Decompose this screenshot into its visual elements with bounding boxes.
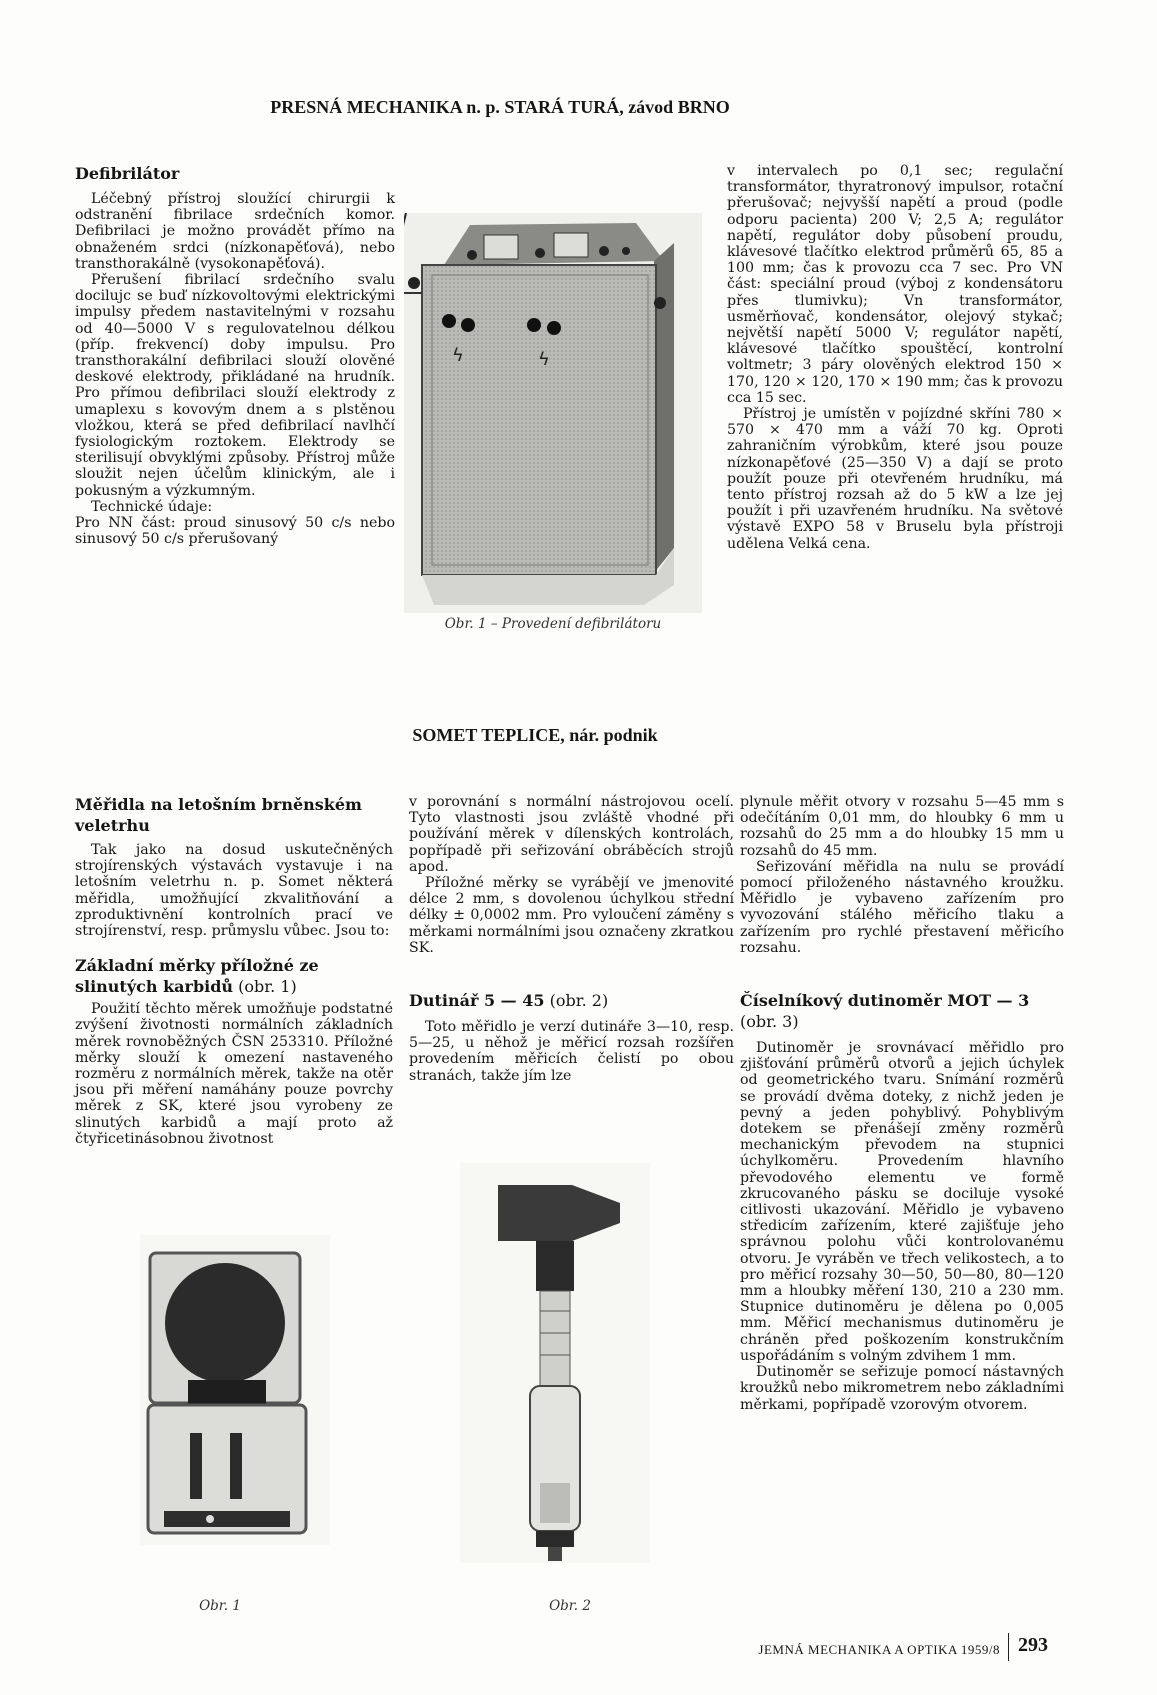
article-body xyxy=(740,1040,1064,1413)
column-3 xyxy=(740,794,1064,1413)
column-2 xyxy=(409,794,734,1084)
paragraph: v porovnání s normální nástrojovou ocelí. Tyto vlastnosti jsou zvláště vhodné při používání měrek v dílenských kontrolách, popřípadě při seřizování obráběcích strojů apod. xyxy=(409,794,734,875)
paragraph: plynule měřit otvory v rozsahu 5—45 mm s odečítáním 0,01 mm, do hloubky 6 mm u rozsahů do 25 mm a do hloubky 15 mm u rozsahů do 45 mm. xyxy=(740,794,1064,859)
svg-text:ϟ: ϟ xyxy=(538,349,550,370)
article-body xyxy=(409,1019,734,1084)
figure-caption: Obr. 2 xyxy=(549,1598,591,1614)
figure-ref: (obr. 1) xyxy=(233,977,297,997)
journal-footer: JEMNÁ MECHANIKA A OPTIKA 1959/8 xyxy=(758,1642,1000,1657)
figure-ref: (obr. 3) xyxy=(740,1012,799,1032)
paragraph: Tak jako na dosud uskutečněných strojírenských výstavách vystavuje i na letošním veletrhu n. p. Somet některá měřidla, umožňující zkvalitňování a zproduktivnění kontrolních prací ve strojírenství, resp. průmyslu vůbec. Jsou to: xyxy=(75,842,393,940)
subsection-title-text: Základní měrky příložné ze slinutých karbidů xyxy=(75,956,319,997)
article-body xyxy=(75,842,393,939)
paragraph: v intervalech po 0,1 sec; regulační transformátor, thyratronový impulsor, rotační přerušovač; nejvyšší napětí a proud (podle odporu pacienta) 200 V; 2,5 A; regulátor napětí, regulátor doby působení proudu, klávesové tlačítko elektrod průměrů 65, 85 a 100 mm; čas k provozu cca 7 sec. Pro VN část: speciální proud (výboj z kondensátoru přes tlumivku); Vn transformátor, usměrňovač, kondensátor, olejový stykač; největší napětí 5000 V; regulátor napětí, klávesové tlačítko spouštěcí, kontrolní voltmetr; 3 páry olověných elektrod 150 × 170, 120 × 120, 170 × 190 mm; čas k provozu cca 15 sec. xyxy=(727,163,1063,406)
paragraph: Dutinoměr je srovnávací měřidlo pro zjišťování průměrů otvorů a jejich úchylek od geometrického tvaru. Snímání rozměrů se provádí dvěma doteky, z nichž jeden je pevný a jeden pohyblivý. Pohyblivým dotekem se přenášejí změny rozměrů mechanickým převodem na stupnici úchylkoměru. Provedením hlavního převodového elementu ve formě zkrucovaného pásku se dociluje vysoké citlivosti ukazování. Měřidlo je vybaveno středicím zařízením, které zajišťuje jeho správnou polohu vůči kontrolovanému otvoru. Je vyráběn ve třech velikostech, a to pro měřicí rozsahy 30—50, 50—80, 80—120 mm a hloubky měření 130, 210 a 230 mm. Stupnice dutinoměru je dělena po 0,005 mm. Měřicí mechanismus dutinoměru je chráněn před poškozením konstrukčním uspořádáním s volným zdvihem 1 mm. xyxy=(740,1040,1064,1364)
page-number: 293 xyxy=(1018,1634,1048,1656)
company-header-presna: PRESNÁ MECHANIKA n. p. STARÁ TURÁ, závod BRNO xyxy=(270,97,730,117)
meridla-article xyxy=(75,794,393,1147)
defibrilator-article-right xyxy=(727,163,1063,552)
defibrilator-article-left xyxy=(75,163,395,547)
subsection-title xyxy=(75,955,393,997)
defibrillator-photo xyxy=(404,213,702,613)
bore-gauge-photo xyxy=(460,1163,650,1563)
paragraph: Technické údaje: xyxy=(91,498,213,515)
figure-caption: Obr. 1 xyxy=(199,1598,241,1614)
paragraph: Použití těchto měrek umožňuje podstatné zvýšení životnosti normálních základních měrek rovnoběžných ČSN 253310. Příložné měrky slouží k omezení nastaveného rozměru z normálních měrek, takže na otěr jsou při měření namáhány pouze povrchy měrek z SK, které jsou vyrobeny ze slinutých karbidů a mají proto až čtyřicetinásobnou životnost xyxy=(75,1001,393,1147)
article-body xyxy=(75,191,395,547)
footer-divider xyxy=(1008,1633,1009,1661)
paragraph: Seřizování měřidla na nulu se provádí pomocí přiloženého nástavného kroužku. Měřidlo je vybaveno zařízením pro vyvozování stálého měřicího tlaku a zařízením pro rychlé přestavení měřicího rozsahu. xyxy=(740,858,1064,956)
svg-text:ϟ: ϟ xyxy=(452,345,464,366)
article-title: Defibrilátor xyxy=(75,164,180,183)
subsection-title-text: Dutinář 5 — 45 xyxy=(409,991,545,1011)
subsection-title: Číselníkový dutinoměr MOT — 3 xyxy=(740,991,1030,1011)
article-body xyxy=(409,794,734,956)
article-title: Měřidla na letošním brněnském veletrhu xyxy=(75,795,362,835)
figure-caption: Obr. 1 – Provedení defibrilátoru xyxy=(444,616,662,632)
figure-ref: (obr. 2) xyxy=(544,991,609,1011)
paragraph: Pro NN část: proud sinusový 50 c/s nebo sinusový 50 c/s přerušovaný xyxy=(75,515,395,548)
subsection-title xyxy=(409,990,734,1011)
gauge-blocks-photo xyxy=(140,1235,330,1545)
company-header-somet: SOMET TEPLICE, nár. podnik xyxy=(412,725,658,745)
article-body xyxy=(740,794,1064,956)
paragraph: Toto měřidlo je verzí dutináře 3—10, resp. 5—25, u něhož je měřicí rozsah rozšířen provedením měřicích čelistí po obou stranách, takže jím lze xyxy=(409,1019,734,1084)
paragraph: Příložné měrky se vyrábějí ve jmenovité délce 2 mm, s dovolenou úchylkou střední délky ± 0,0002 mm. Pro vyloučení záměny s měrkami normálními jsou označeny zkratkou SK. xyxy=(409,875,734,956)
article-body xyxy=(75,1001,393,1147)
paragraph: Přerušení fibrilací srdečního svalu docilujc se buď nízkovoltovými elektrickými impulsy předem nastavitelnými v rozsahu od 40—5000 V s regulovatelnou délkou (příp. frekvencí) doby impulsu. Pro transthorakální defibrilaci slouží olověné deskové elektrody, přikládané na hrudník. Pro přímou defibrilaci slouží elektrody z umaplexu s kovovým dnem a s plstěnou vložkou, která se před defibrilací navlhčí fysiologickým roztokem. Elektrody se sterilisují obvyklými způsoby. Přístroj může sloužit nejen účelům klinickým, ale i pokusným a výzkumným. xyxy=(75,272,395,499)
paragraph: Dutinoměr se seřizuje pomocí nástavných kroužků nebo mikrometrem nebo základními měrkami, popřípadě vzorovým otvorem. xyxy=(740,1364,1064,1413)
paragraph: Přístroj je umístěn v pojízdné skříni 780 × 570 × 470 mm a váží 70 kg. Oproti zahraničním výrobkům, které jsou pouze nízkonapěťové (25—350 V) a dají se proto použít pouze při otevřeném hrudníku, má tento přístroj rozsah až do 5 kW a lze jej použít i při uzavřeném hrudníku. Na světové výstavě EXPO 58 v Bruselu byla přístroji udělena Velká cena. xyxy=(727,406,1063,552)
paragraph: Léčebný přístroj sloužící chirurgii k odstranění fibrilace srdečních komor. Defibrilaci je možno provádět přímo na obnaženém srdci (nízkonapěťová), nebo transthorakálně (vysokonapěťová). xyxy=(75,191,395,272)
